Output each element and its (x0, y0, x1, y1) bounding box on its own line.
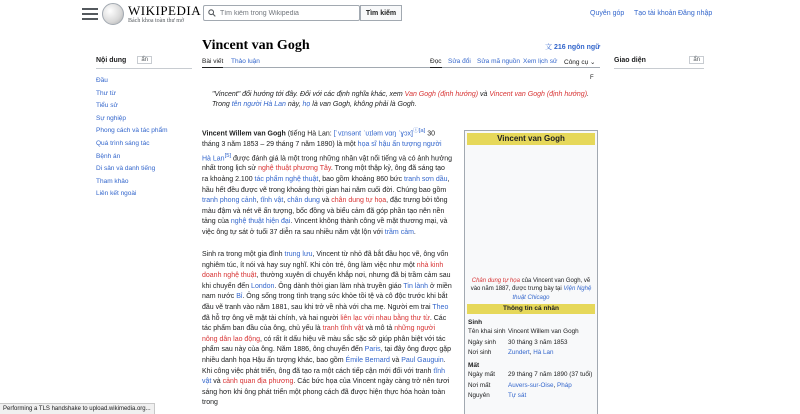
font-size-indicator: F (590, 75, 594, 81)
infobox-row: Tên khai sinh Vincent Willem van Gogh (468, 328, 579, 336)
chevron-down-icon: ⌄ (590, 59, 596, 66)
link-post-impressionist[interactable]: họa sĩ hậu ấn tượng người Hà Lan (202, 140, 442, 162)
link-art-dealer[interactable]: nhà kinh doanh nghệ thuật (202, 261, 444, 280)
hatnote: "Vincent" đổi hướng tới đây. Đối với các định nghĩa khác, xem Van Gogh (định hướng) và Vincent van Gogh (định hướng). Trong tên người Hà Lan này, họ là van Gogh, không phải là Gogh. (212, 91, 589, 109)
link-france[interactable]: Pháp (557, 381, 572, 389)
infobox (464, 130, 598, 414)
toc-hide-button[interactable]: ẩn (137, 56, 152, 64)
wikipedia-logo[interactable] (102, 3, 201, 25)
link-still-life-3[interactable]: tĩnh vật (202, 367, 446, 386)
infobox-title: Vincent van Gogh (467, 133, 595, 145)
tab-edit-source[interactable]: Sửa mã nguồn (477, 58, 521, 65)
tools-label: Công cụ (564, 59, 589, 66)
infobox-row: Ngày sinh 30 tháng 3 năm 1853 (468, 338, 568, 346)
link-zundert[interactable]: Zundert (508, 349, 530, 357)
toc-item-tham-khao[interactable]: Tham khảo (96, 177, 129, 185)
appearance-hide-button[interactable]: ẩn (689, 56, 704, 64)
page-tabs (202, 56, 600, 68)
audio-icon[interactable]: ⓘ (412, 128, 419, 134)
logo-wordmark: WIKIPEDIA (128, 2, 202, 18)
link-netherlands[interactable]: Hà Lan (533, 349, 554, 357)
logo-tagline: Bách khoa toàn thư mở (128, 17, 185, 24)
page-title: Vincent van Gogh (202, 38, 310, 53)
link-landscape[interactable]: tranh phong cảnh (202, 197, 257, 205)
infobox-row-death-place: Nơi mất Auvers-sur-Oise, Pháp (468, 381, 572, 389)
donate-link[interactable]: Quyên góp (590, 10, 625, 17)
infobox-row-cause: Nguyên Tự sát (468, 392, 527, 400)
translate-icon: 文 (545, 44, 552, 51)
toc-item-qua-trinh[interactable]: Quá trình sáng tác (96, 139, 150, 147)
link-paul-gauguin[interactable]: Paul Gauguin (401, 356, 444, 364)
link-emile-bernard[interactable]: Émile Bernard (345, 356, 390, 364)
toc-item-lien-ket[interactable]: Liên kết ngoài (96, 190, 137, 198)
link-oil-painting[interactable]: tranh sơn dầu (404, 176, 448, 184)
more-user-icon[interactable] (663, 8, 669, 17)
infobox-group-birth: Sinh (468, 319, 483, 327)
infobox-row-birthplace: Nơi sinh Zundert, Hà Lan (468, 349, 554, 357)
link-london[interactable]: London (251, 282, 275, 290)
toc-list (96, 75, 192, 201)
hatnote-link-disambig-2[interactable]: Vincent van Gogh (định hướng) (489, 91, 588, 98)
link-still-life-2[interactable]: tranh tĩnh vật (322, 325, 364, 333)
tab-read[interactable]: Đọc (430, 58, 442, 68)
toc-item-di-san[interactable]: Di sản và danh tiếng (96, 165, 156, 173)
tab-article[interactable]: Bài viết (202, 58, 223, 68)
search-button[interactable]: Tìm kiếm (360, 5, 402, 21)
link-protestant[interactable]: Tin lành (403, 282, 429, 290)
ipa-link[interactable]: [ˈvɪnsənt ˈʋɪləm vɑŋ ˈɣɔx] (333, 130, 413, 138)
link-paris[interactable]: Paris (364, 346, 381, 354)
tab-talk[interactable]: Thảo luận (231, 58, 260, 65)
tab-edit[interactable]: Sửa đổi (448, 58, 471, 65)
link-still-life[interactable]: tĩnh vật (260, 197, 284, 205)
link-auvers[interactable]: Auvers-sur-Oise (508, 381, 554, 389)
caption-link-art-institute[interactable]: Viện Nghệ thuật Chicago (512, 286, 592, 301)
toc-item-dau[interactable]: Đầu (96, 77, 108, 84)
lead-paragraph-2: Sinh ra trong một gia đình trung lưu, Vincent từ nhỏ đã bắt đầu học vẽ, ông vốn nghiêm túc, ít nói và hay suy nghĩ. Khi còn trẻ, ông làm việc như một nhà kinh doanh nghệ thuật, thường xuyên di chuyển khắp nơi, nhưng đã bị trầm cảm sau khi chuyển đến London. Ông dành thời gian làm nhà truyền giáo Tin lành ở miền nam nước Bỉ. Ông sống trong tình trạng sức khỏe tồi tệ và cô độc trước khi bắt đầu vẽ tranh vào năm 1881, sau khi trở về nhà với cha mẹ. Người em trai Theo đã hỗ trợ ông về mặt tài chính, và hai người liên lạc với nhau bằng thư từ. Các tác phẩm ban đầu của ông, chủ yếu là tranh tĩnh vật và mô tả những người nông dân lao động, có rất ít dấu hiệu về màu sắc sặc sỡ giúp phân biệt với tác phẩm sau này của ông. Năm 1886, ông chuyển đến Paris, tại đây ông được gặp nhiều danh họa Hậu ấn tượng khác, bao gồm Émile Bernard và Paul Gauguin. Khi công việc phát triển, ông đã tạo ra một cách tiếp cận mới đối với tranh tĩnh vật và cảnh quan địa phương. Các bức họa của Vincent ngày càng trở nên tươi sáng hơn khi ông phát triển một phong cách đã được hiện thực hóa hoàn toàn trong (202, 251, 452, 407)
infobox-portrait-image[interactable] (465, 147, 597, 277)
toc-item-tieu-su[interactable]: Tiểu sử (96, 102, 118, 110)
infobox-section-personal: Thông tin cá nhân (467, 304, 595, 314)
search-icon (208, 9, 216, 17)
login-link[interactable]: Đăng nhập (678, 10, 713, 17)
toc-item-benh-an[interactable]: Bệnh án (96, 152, 121, 160)
hatnote-link-disambig-1[interactable]: Van Gogh (định hướng) (404, 91, 479, 98)
hatnote-link-dutch-names[interactable]: tên người Hà Lan (231, 101, 286, 109)
link-middle-class[interactable]: trung lưu (284, 251, 313, 258)
infobox-caption: Chân dung tự họa của Vincent van Gogh, vẽ vào năm 1887, được trưng bày tại Viện Nghệ thuật Chicago (470, 278, 592, 301)
language-button[interactable] (545, 42, 600, 52)
toc-item-phong-cach[interactable]: Phong cách và tác phẩm (96, 127, 168, 135)
link-artworks[interactable]: tác phẩm nghệ thuật (254, 176, 319, 184)
wikipedia-globe-icon (102, 3, 124, 25)
language-count: 216 ngôn ngữ (553, 44, 601, 51)
link-belgium[interactable]: Bỉ (236, 293, 243, 301)
cite-5[interactable]: [5] (224, 152, 232, 159)
caption-link-self-portrait[interactable]: Chân dung tự họa (471, 278, 520, 284)
link-theo[interactable]: Theo (432, 303, 449, 311)
note-a[interactable]: [a] (418, 128, 426, 134)
infobox-row-death-date: Ngày mất 29 tháng 7 năm 1890 (37 tuổi) (468, 371, 593, 378)
appearance-heading: Giao diện (614, 56, 646, 64)
toc-sidebar (96, 56, 192, 201)
link-portrait[interactable]: chân dung (287, 197, 320, 205)
toc-heading: Nội dung (96, 56, 127, 64)
link-modern-art[interactable]: nghệ thuật hiện đại (230, 218, 291, 226)
link-letters[interactable]: liên lạc với nhau bằng thư từ (340, 314, 430, 322)
search-box (203, 5, 360, 21)
search-input[interactable] (220, 10, 359, 17)
tools-menu[interactable] (564, 58, 595, 66)
link-self-portrait[interactable]: chân dung tự họa (331, 197, 387, 205)
lead-paragraph-1: Vincent Willem van Gogh (tiếng Hà Lan: [ˈvɪnsənt ˈʋɪləm vɑŋ ˈɣɔx]$^{ⓘ[a]}$ 30 tháng 3 năm 1853 – 29 tháng 7 năm 1890) là một họa sĩ hậu ấn tượng người Hà Lan[5] được đánh giá là một trong những nhân vật nổi tiếng và có ảnh hưởng nhất trong lịch sử nghệ thuật phương Tây. Trong một thập kỷ, ông đã sáng tạo ra khoảng 2.100 tác phẩm nghệ thuật, bao gồm khoảng 860 bức tranh sơn dầu, hầu hết đều được vẽ trong khoảng thời gian hai năm cuối đời. Chúng bao gồm tranh phong cảnh, tĩnh vật, chân dung và chân dung tự họa, đặc trưng bởi tông màu đậm và nét vẽ ấn tượng, bốc đồng và biểu cảm đã góp phần tạo nên nền tảng của nghệ thuật hiện đại. Vincent không thành công về mặt thương mại, và việc ông tự sát ở tuổi 37 diễn ra sau nhiều năm vật lộn với trầm cảm. (202, 128, 452, 236)
main-menu-button[interactable] (82, 8, 98, 22)
hatnote-link-surname[interactable]: họ (302, 101, 311, 109)
link-depression[interactable]: trầm cảm (384, 229, 414, 236)
link-peasants[interactable]: những người nông dân lao động (202, 325, 436, 343)
infobox-group-death: Mất (468, 362, 480, 369)
create-account-link[interactable]: Tạo tài khoản (634, 10, 677, 17)
link-suicide[interactable]: Tự sát (508, 392, 527, 400)
link-local-landscape[interactable]: cảnh quan địa phương (222, 378, 294, 386)
tab-history[interactable]: Xem lịch sử (523, 58, 558, 65)
appearance-panel (614, 56, 704, 69)
link-western-art[interactable]: nghệ thuật phương Tây (258, 165, 331, 173)
toc-item-thu-tu[interactable]: Thư từ (96, 89, 116, 97)
browser-status-bar: Performing a TLS handshake to upload.wikimedia.org... (0, 403, 155, 414)
toc-item-su-nghiep[interactable]: Sự nghiệp (96, 114, 127, 122)
